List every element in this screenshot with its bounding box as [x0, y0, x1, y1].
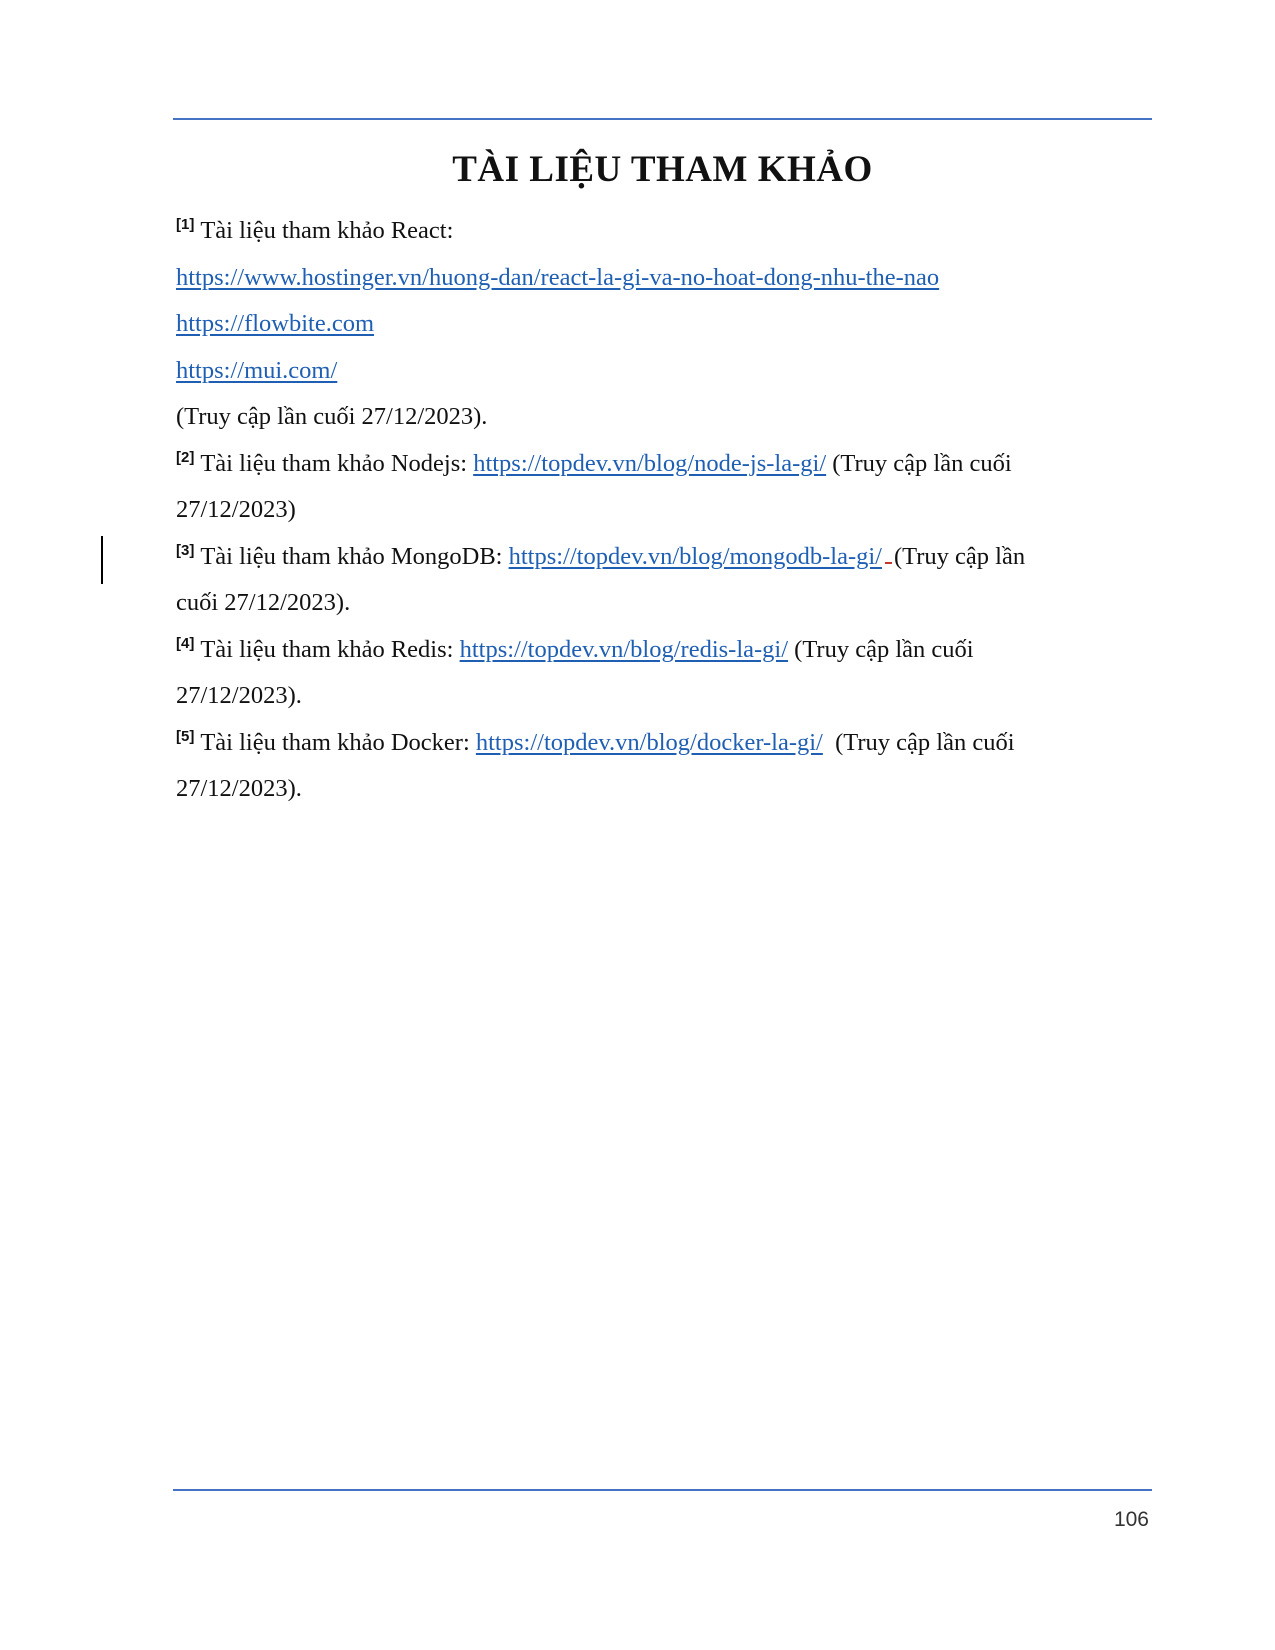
hostinger-react-link[interactable]: https://www.hostinger.vn/huong-dan/react-la-gi-va-no-hoat-dong-nhu-the-nao	[176, 263, 940, 291]
reference-1-link-line	[176, 255, 1126, 302]
page-number: 106	[1113, 1508, 1149, 1531]
nodejs-link[interactable]: https://topdev.vn/blog/node-js-la-gi/	[473, 449, 827, 477]
reference-3-continued: cuối 27/12/2023).	[176, 589, 351, 616]
reference-2	[176, 441, 1126, 488]
redis-link[interactable]: https://topdev.vn/blog/redis-la-gi/	[459, 635, 789, 663]
reference-1-access-date: (Truy cập lần cuối 27/12/2023).	[176, 403, 488, 430]
spellcheck-underline	[885, 544, 892, 564]
reference-number: [1]	[176, 216, 195, 233]
reference-label: Tài liệu tham khảo Redis:	[200, 635, 454, 663]
reference-number: [3]	[176, 541, 195, 559]
reference-2-continued: 27/12/2023)	[176, 496, 296, 523]
page-title: TÀI LIỆU THAM KHẢO	[452, 149, 873, 190]
reference-number: [2]	[176, 448, 195, 466]
reference-label: Tài liệu tham khảo Nodejs:	[200, 449, 468, 477]
mongodb-link[interactable]: https://topdev.vn/blog/mongodb-la-gi/	[508, 542, 882, 570]
reference-1-link-line	[176, 301, 1126, 348]
text-cursor	[101, 536, 103, 584]
reference-access-date: (Truy cập lần cuối	[794, 635, 974, 663]
reference-access-date: (Truy cập lần cuối	[832, 449, 1012, 477]
reference-number: [4]	[176, 634, 195, 652]
reference-4-continued: 27/12/2023).	[176, 682, 302, 709]
reference-label: Tài liệu tham khảo MongoDB:	[200, 542, 503, 570]
reference-label: Tài liệu tham khảo Docker:	[200, 728, 470, 756]
reference-5-continued: 27/12/2023).	[176, 775, 302, 802]
reference-3	[176, 534, 1126, 581]
docker-link[interactable]: https://topdev.vn/blog/docker-la-gi/	[475, 728, 823, 756]
footer-rule	[173, 1489, 1152, 1491]
reference-access-date: (Truy cập lần cuối	[835, 728, 1015, 756]
mui-link[interactable]: https://mui.com/	[176, 356, 338, 384]
references-list	[176, 208, 1126, 813]
reference-access-date: (Truy cập lần	[893, 542, 1026, 570]
reference-number: [5]	[176, 727, 195, 745]
reference-5	[176, 720, 1126, 767]
reference-4	[176, 627, 1126, 674]
flowbite-link[interactable]: https://flowbite.com	[176, 310, 375, 337]
reference-1-link-line	[176, 348, 1126, 395]
header-rule	[173, 118, 1152, 120]
reference-1-heading	[176, 208, 1126, 255]
reference-label: Tài liệu tham khảo React:	[200, 217, 454, 244]
